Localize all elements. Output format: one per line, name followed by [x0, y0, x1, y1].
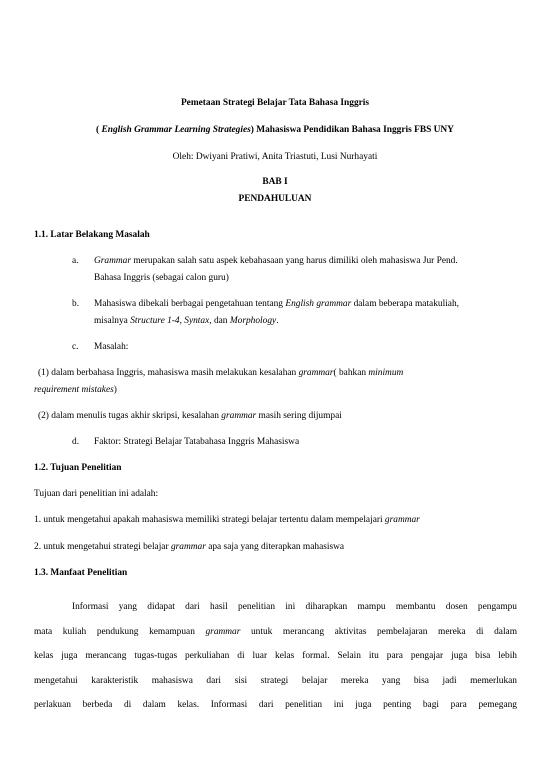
paper-title: Pemetaan Strategi Belajar Tata Bahasa Inggris: [180, 98, 370, 108]
problem-1-line1: (1) dalam berbahasa Inggris, mahasiswa masih melakukan kesalahan grammar( bahkan minimum: [38, 368, 404, 378]
chapter-number: BAB I: [262, 177, 288, 187]
list-item-a-line1: Grammar merupakan salah satu aspek kebahasaan yang harus dimiliki oleh mahasiswa Jur Pend.: [94, 256, 458, 266]
manfaat-line-4: mengetahui karakteristik mahasiswa dari sisi strategi belajar mereka yang bisa jadi memerlukan: [34, 676, 517, 686]
list-item-b-line2: misalnya Structure 1-4, Syntax, dan Morphology.: [94, 316, 279, 326]
manfaat-line-2: mata kuliah pendukung kemampuan grammar untuk merancang aktivitas pembelajaran mereka di dalam: [34, 627, 518, 637]
authors: Oleh: Dwiyani Pratiwi, Anita Triastuti, Lusi Nurhayati: [172, 152, 378, 162]
list-marker-a: a.: [72, 256, 79, 266]
section-heading-manfaat: 1.3. Manfaat Penelitian: [34, 568, 128, 578]
manfaat-line-3: kelas juga merancang tugas-tugas perkuliahan di luar kelas formal. Selain itu para pengajar juga bisa lebih: [34, 651, 517, 661]
list-item-c: Masalah:: [94, 342, 129, 352]
chapter-title: PENDAHULUAN: [238, 194, 312, 204]
section-heading-latar-belakang: 1.1. Latar Belakang Masalah: [34, 230, 150, 240]
list-item-b-line1: Mahasiswa dibekali berbagai pengetahuan tentang English grammar dalam beberapa matakuliah,: [94, 299, 459, 309]
tujuan-item-1: 1. untuk mengetahui apakah mahasiswa memiliki strategi belajar tertentu dalam mempelajari grammar: [34, 515, 420, 525]
paper-subtitle: ( English Grammar Learning Strategies) Mahasiswa Pendidikan Bahasa Inggris FBS UNY: [96, 125, 454, 135]
problem-2: (2) dalam menulis tugas akhir skripsi, kesalahan grammar masih sering dijumpai: [38, 411, 342, 421]
problem-1-line2: requirement mistakes): [34, 385, 117, 395]
manfaat-line-1: Informasi yang didapat dari hasil penelitian ini diharapkan mampu membantu dosen pengampu: [72, 602, 517, 612]
manfaat-line-5: perlakuan berbeda di dalam kelas. Informasi dari penelitian ini juga penting bagi para pemegang: [34, 700, 517, 710]
list-item-d: Faktor: Strategi Belajar Tatabahasa Inggris Mahasiswa: [94, 437, 300, 447]
section-heading-tujuan: 1.2. Tujuan Penelitian: [34, 463, 122, 473]
list-marker-b: b.: [72, 299, 80, 309]
list-marker-d: d.: [72, 437, 80, 447]
tujuan-item-2: 2. untuk mengetahui strategi belajar grammar apa saja yang diterapkan mahasiswa: [34, 542, 345, 552]
list-marker-c: c.: [72, 342, 79, 352]
tujuan-intro: Tujuan dari penelitian ini adalah:: [34, 489, 159, 499]
list-item-a-line2: Bahasa Inggris (sebagai calon guru): [94, 273, 229, 283]
